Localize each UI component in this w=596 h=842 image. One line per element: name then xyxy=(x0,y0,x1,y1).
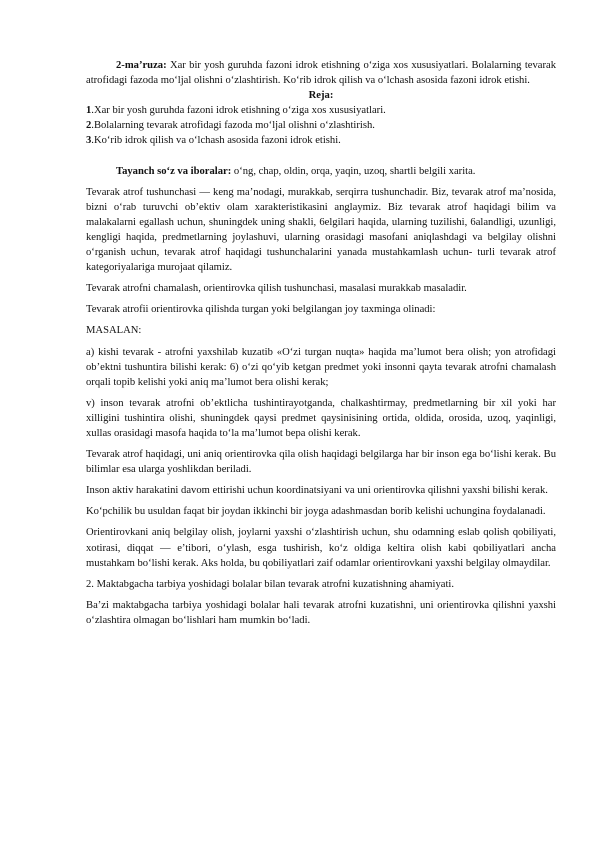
body-paragraph: a) kishi tevarak - atrofni yaxshilab kuzatib «O‘zi turgan nuqta» haqida ma’lumot bera olish; yon atrofidagi ob’ektni tushuntira bilishi kerak: 6) o‘zi qo‘yib ketgan predmet yoki insonni qayta tevarak atrofni chamalash orqali topib kelishi yoki aniq ma’lumot bera olishi kerak; xyxy=(86,346,556,388)
lecture-label: 2-ma’ruza: xyxy=(116,60,167,71)
body-paragraph: Tevarak atrof tushunchasi — keng ma’nodagi, murakkab, serqirra tushunchadir. Biz, tevarak atrof ma’nosida, bizni o‘rab turuvchi ob’ektiv olam xarakteristikasini anglaymiz. Biz tevarak atrof haqidagi bilim va malakalarni egallash uchun, shuningdek uning shakli, 6elgilari haqida, ularning tuzilishi, 6alandligi, uzunligi, kengligi haqida, predmetlarning joylashuvi, ularning orasidagi masofani aniqlashdagi va belgilay olishni o‘rganish uchun, tevarak atrof haqidagi tushunchalarini yanada mustahkamlash uchun- turli tevarak atrof kategoriyalariga murojaat qilamiz. xyxy=(86,186,556,274)
section-heading: 2. Maktabgacha tarbiya yoshidagi bolalar bilan tevarak atrofni kuzatishning ahamiyati. xyxy=(86,578,455,590)
plan-item-number: 2 xyxy=(86,120,92,132)
plan-item-2 xyxy=(86,118,556,133)
plan-item-3 xyxy=(86,133,556,148)
plan-item-text: .Xar bir yosh guruhda fazoni idrok etishning o‘ziga xos xususiyatlari. xyxy=(91,105,386,117)
body-paragraph: Tevarak atrofii orientirovka qilishda turgan yoki belgilangan joy taxminga olinadi: xyxy=(86,304,436,316)
plan-item-number: 1 xyxy=(86,105,92,117)
body-paragraph: MASALAN: xyxy=(86,325,142,337)
keywords-text: o‘ng, chap, oldin, orqa, yaqin, uzoq, shartli belgili xarita. xyxy=(231,165,476,177)
plan-item-text: .Ko‘rib idrok qilish va o‘lchash asosida fazoni idrok etishi. xyxy=(91,135,341,147)
body-paragraph: Tevarak atrofni chamalash, orientirovka qilish tushunchasi, masalasi murakkab masaladir. xyxy=(86,283,467,295)
body-paragraph: Inson aktiv harakatini davom ettirishi uchun koordinatsiyani va uni orientirovka qilishni yaxshi bilishi kerak. xyxy=(86,485,548,497)
lecture-title xyxy=(86,58,556,88)
body-paragraph: v) inson tevarak atrofni ob’ektlicha tushintirayotganda, chalkashtirmay, predmetlarning bir xil yoki har xilligini tushintira olishi, shuningdek qaysi predmet qaysinisining ortida, oldida, orosida, uzoq, yaqinligi, xullas orasidagi masofa haqida to‘la ma’lumot bepa olishi kerak. xyxy=(86,397,556,439)
keywords-label: Tayanch so‘z va iboralar: xyxy=(116,165,232,177)
plan-list xyxy=(86,103,556,148)
plan-item-text: .Bolalarning tevarak atrofidagi fazoda mo‘ljal olishni o‘zlashtirish. xyxy=(91,120,375,132)
keywords xyxy=(86,164,556,179)
lecture-title-text: Xar bir yosh guruhda fazoni idrok etishning o‘ziga xos xususiyatlari. Bolalarning tevarak atrofidagi fazoda mo‘ljal olishni o‘zlashtirish. Ko‘rib idrok qilish va o‘lchash asosida fazoni idrok etishi. xyxy=(86,60,556,87)
body-paragraph: Orientirovkani aniq belgilay olish, joylarni yaxshi o‘zlashtirish uchun, shu odamning eslab qolish qobiliyati, xotirasi, diqqat — e’tibori, o‘ylash, esga tushirish, ko‘z oldiga keltira olish kabi qobiliyatlari ancha mustahkam bo‘lishi kerak. Aks holda, bu qobiliyatlari zaif odamlar orientirovkani yaxshi belgilay olmaydilar. xyxy=(86,527,556,569)
plan-item-number: 3 xyxy=(86,135,92,147)
body-paragraph: Ba’zi maktabgacha tarbiya yoshidagi bolalar hali tevarak atrofni kuzatishni, uni orientirovka qilishni yaxshi o‘zlashtira olmagan bo‘lishlari ham mumkin bo‘ladi. xyxy=(86,599,556,626)
plan-item-1 xyxy=(86,103,556,118)
body-paragraph: Ko‘pchilik bu usuldan faqat bir joydan ikkinchi bir joyga adashmasdan borib kelishi uchungina foydalanadi. xyxy=(86,506,546,518)
body-paragraph: Tevarak atrof haqidagi, uni aniq orientirovka qila olish haqidagi belgilarga har bir inson ega bo‘lishi kerak. Bu bilimlar esa ularga yoshlikdan beriladi. xyxy=(86,449,556,476)
plan-heading: Reja: xyxy=(308,90,334,102)
